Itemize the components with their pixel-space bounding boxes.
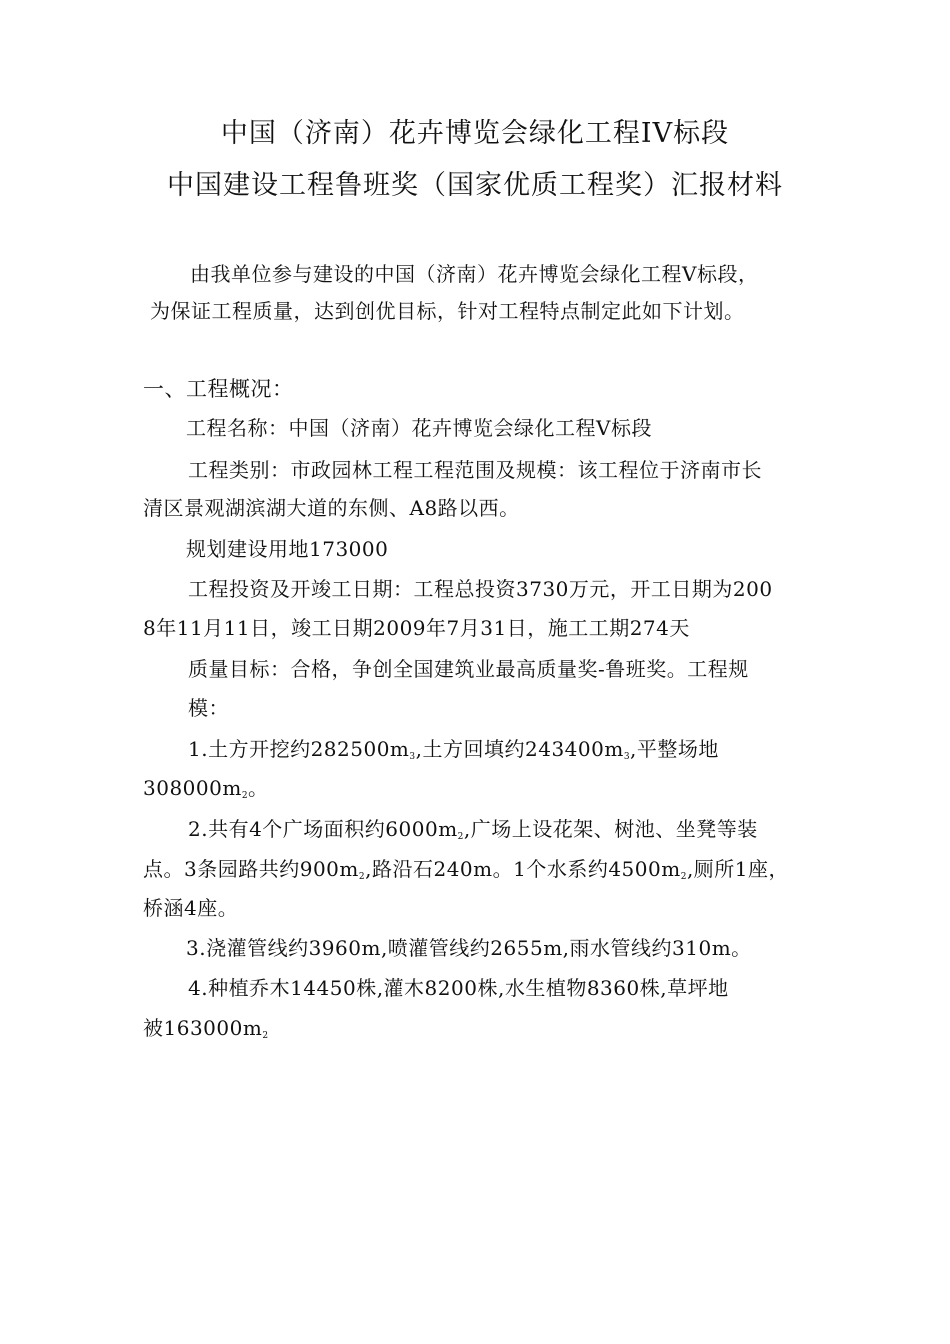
document-title-line-1: 中国（济南）花卉博览会绿化工程IV标段 [220,118,730,149]
investment-line-2: 8年11月11日，竣工日期2009年7月31日，施工工期274天 [143,616,690,640]
scale-item-4-line-2 [143,1012,269,1041]
scale-item-2-text-a: 2.共有4个广场面积约6000m [188,817,458,841]
scale-item-1-text-c: ,平整场地 [630,737,719,761]
intro-paragraph-line-2: 为保证工程质量，达到创优目标，针对工程特点制定此如下计划。 [150,299,745,323]
unit-superscript: 3 [623,752,631,762]
project-type-line-1: 工程类别：市政园林工程工程范围及规模：该工程位于济南市长 [188,458,762,482]
scale-item-3-line: 3.浇灌管线约3960m,喷灌管线约2655m,雨水管线约310m。 [186,936,752,960]
unit-superscript: 2 [680,872,687,882]
unit-superscript: 2 [262,1031,269,1041]
scale-item-2-text-b: ,广场上设花架、树池、坐凳等装 [463,817,758,841]
intro-paragraph-line-1: 由我单位参与建设的中国（济南）花卉博览会绿化工程Ⅴ标段， [190,262,759,286]
scale-item-4-line-1: 4.种植乔木14450株,灌木8200株,水生植物8360株,草坪地 [188,976,729,1000]
quality-goal-line-1: 质量目标：合格，争创全国建筑业最高质量奖-鲁班奖。工程规 [188,657,749,681]
scale-item-2-line-3: 桥涵4座。 [143,896,239,920]
section-heading-overview: 一、工程概况： [143,377,294,401]
scale-item-2-text-e: ,厕所1座， [686,857,790,881]
scale-item-2-line-2 [143,853,789,882]
scale-item-1-line-2 [143,772,269,801]
document-title-line-2: 中国建设工程鲁班奖（国家优质工程奖）汇报材料 [167,170,783,201]
scale-item-2-text-d: ,路沿石240m。1个水系约4500m [365,857,681,881]
scale-item-2-text-c: 点。3条园路共约900m [143,857,359,881]
scale-item-2-line-1 [188,813,758,842]
quality-goal-line-2: 模： [188,696,229,720]
unit-superscript: 2 [241,791,249,801]
investment-line-1: 工程投资及开竣工日期：工程总投资3730万元，开工日期为200 [188,577,773,601]
scale-item-1-text-b: ,土方回填约243400m [415,737,624,761]
scale-item-1-line-1 [188,733,719,762]
scale-item-1-text-e: 。 [248,776,269,800]
project-type-line-2: 清区景观湖滨湖大道的东侧、A8路以西。 [143,496,520,520]
scale-item-4-text-a: 被163000m [143,1016,263,1040]
unit-superscript: 2 [358,872,366,882]
unit-superscript: 2 [457,832,464,842]
planned-land-line: 规划建设用地173000 [186,537,389,561]
project-name-line: 工程名称：中国（济南）花卉博览会绿化工程Ⅴ标段 [186,416,652,440]
unit-superscript: 3 [409,752,416,762]
scale-item-1-text-a: 1.土方开挖约282500m [188,737,410,761]
scale-item-1-text-d: 308000m [143,776,242,800]
